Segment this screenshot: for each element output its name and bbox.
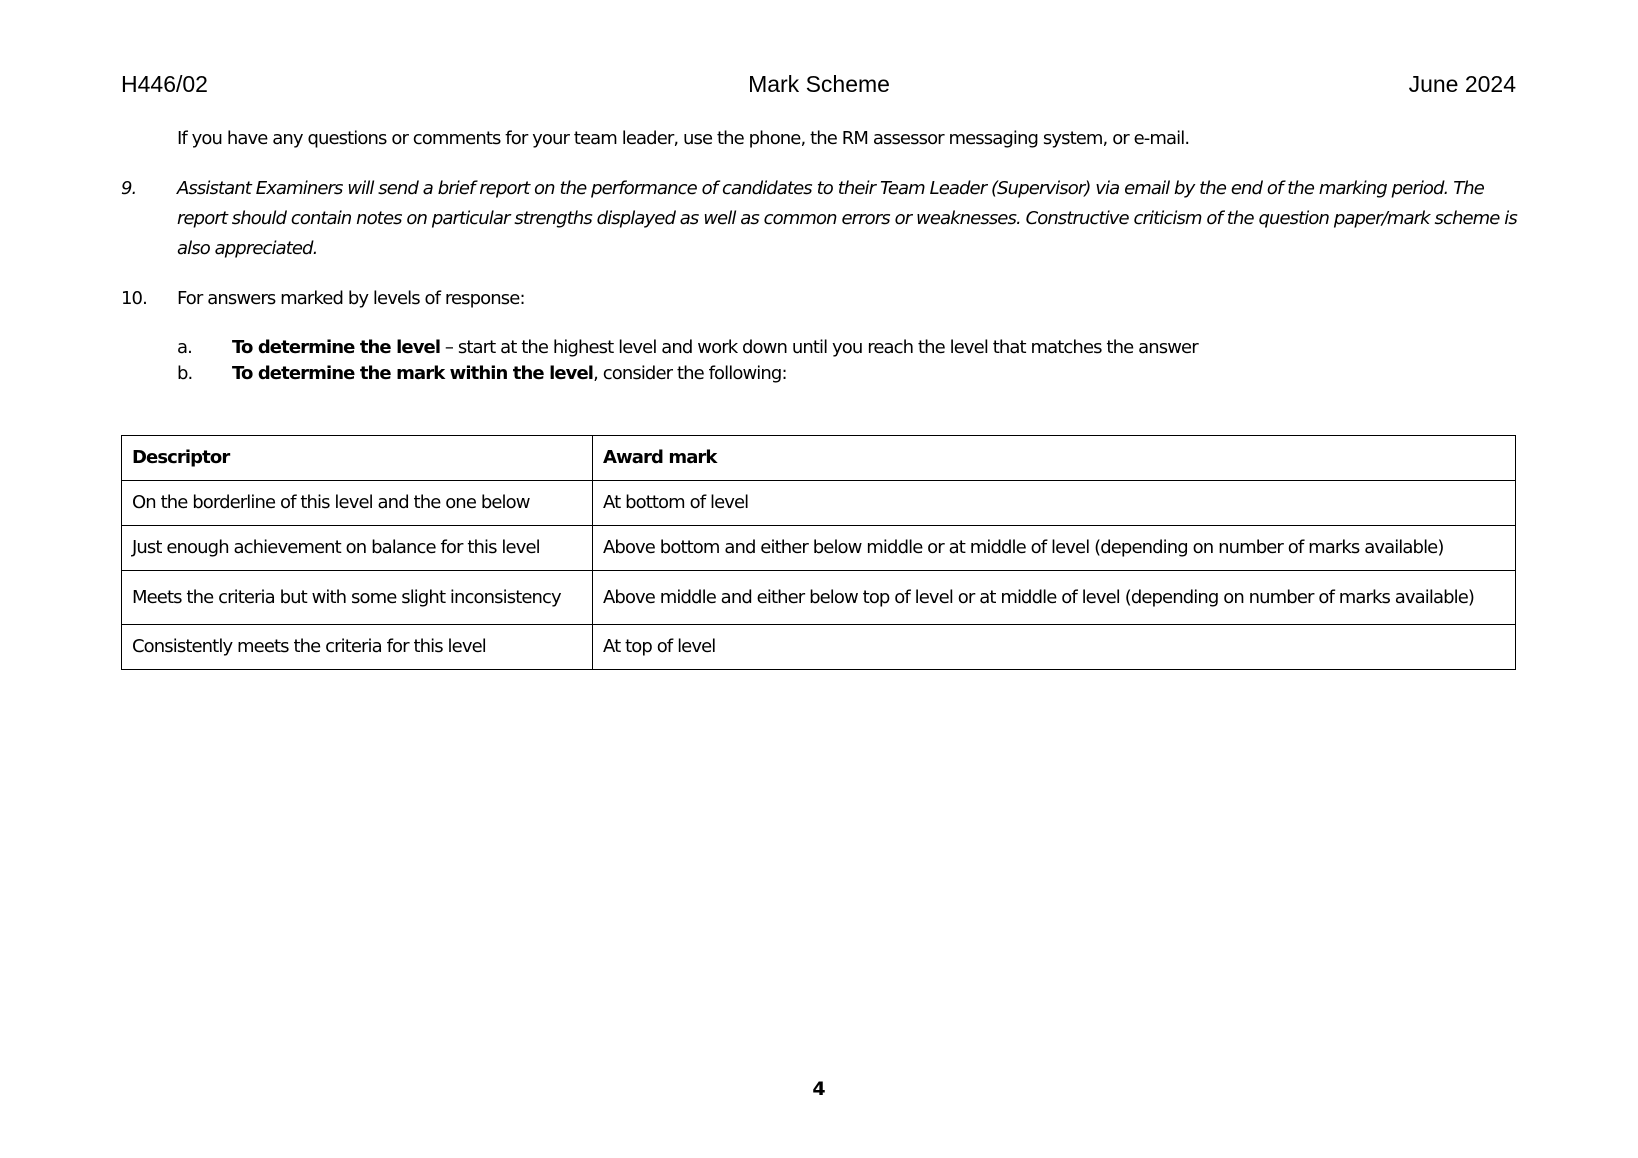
item-10-number: 10. [121,288,147,309]
descriptor-cell: Meets the criteria but with some slight inconsistency [122,571,593,625]
descriptor-cell: Consistently meets the criteria for this level [122,625,593,670]
table-row [122,625,1516,670]
subitem-a-label: a. [177,337,192,358]
item-9-number: 9. [121,178,137,199]
table-row [122,571,1516,625]
paper-code: H446/02 [121,71,208,97]
table-row [122,526,1516,571]
descriptor-cell: Just enough achievement on balance for this level [122,526,593,571]
intro-paragraph: If you have any questions or comments for your team leader, use the phone, the RM assessor messaging system, or e-mail. [177,128,1190,149]
levels-table [121,435,1516,670]
document-title: Mark Scheme [748,71,890,97]
table-header-row [122,436,1516,481]
subitem-b-bold: To determine the mark within the level [232,363,594,384]
award-mark-cell: At top of level [593,625,1516,670]
page-number: 4 [812,1078,826,1100]
subitem-b-text [232,361,787,387]
award-mark-cell: Above middle and either below top of level or at middle of level (depending on number of marks available) [593,571,1516,625]
subitem-b-label: b. [177,363,193,384]
subitem-a-rest: – start at the highest level and work down until you reach the level that matches the answer [440,337,1198,358]
item-9-text: Assistant Examiners will send a brief report on the performance of candidates to their Team Leader (Supervisor) via email by the end of the marking period. The report should contain notes on particular strengths displayed as well as common errors or weaknesses. Constructive criticism of the question paper/mark scheme is also appreciated. [177,178,1517,259]
award-mark-cell: At bottom of level [593,481,1516,526]
award-mark-cell: Above bottom and either below middle or at middle of level (depending on number of marks available) [593,526,1516,571]
descriptor-cell: On the borderline of this level and the one below [122,481,593,526]
subitem-a-text [232,335,1198,361]
subitem-a-bold: To determine the level [232,337,441,358]
table-row [122,481,1516,526]
item-10-text: For answers marked by levels of response: [177,288,525,309]
subitem-b-rest: , consider the following: [593,363,787,384]
exam-date: June 2024 [1408,71,1516,97]
header-award-mark: Award mark [593,436,1516,481]
header-descriptor: Descriptor [122,436,593,481]
